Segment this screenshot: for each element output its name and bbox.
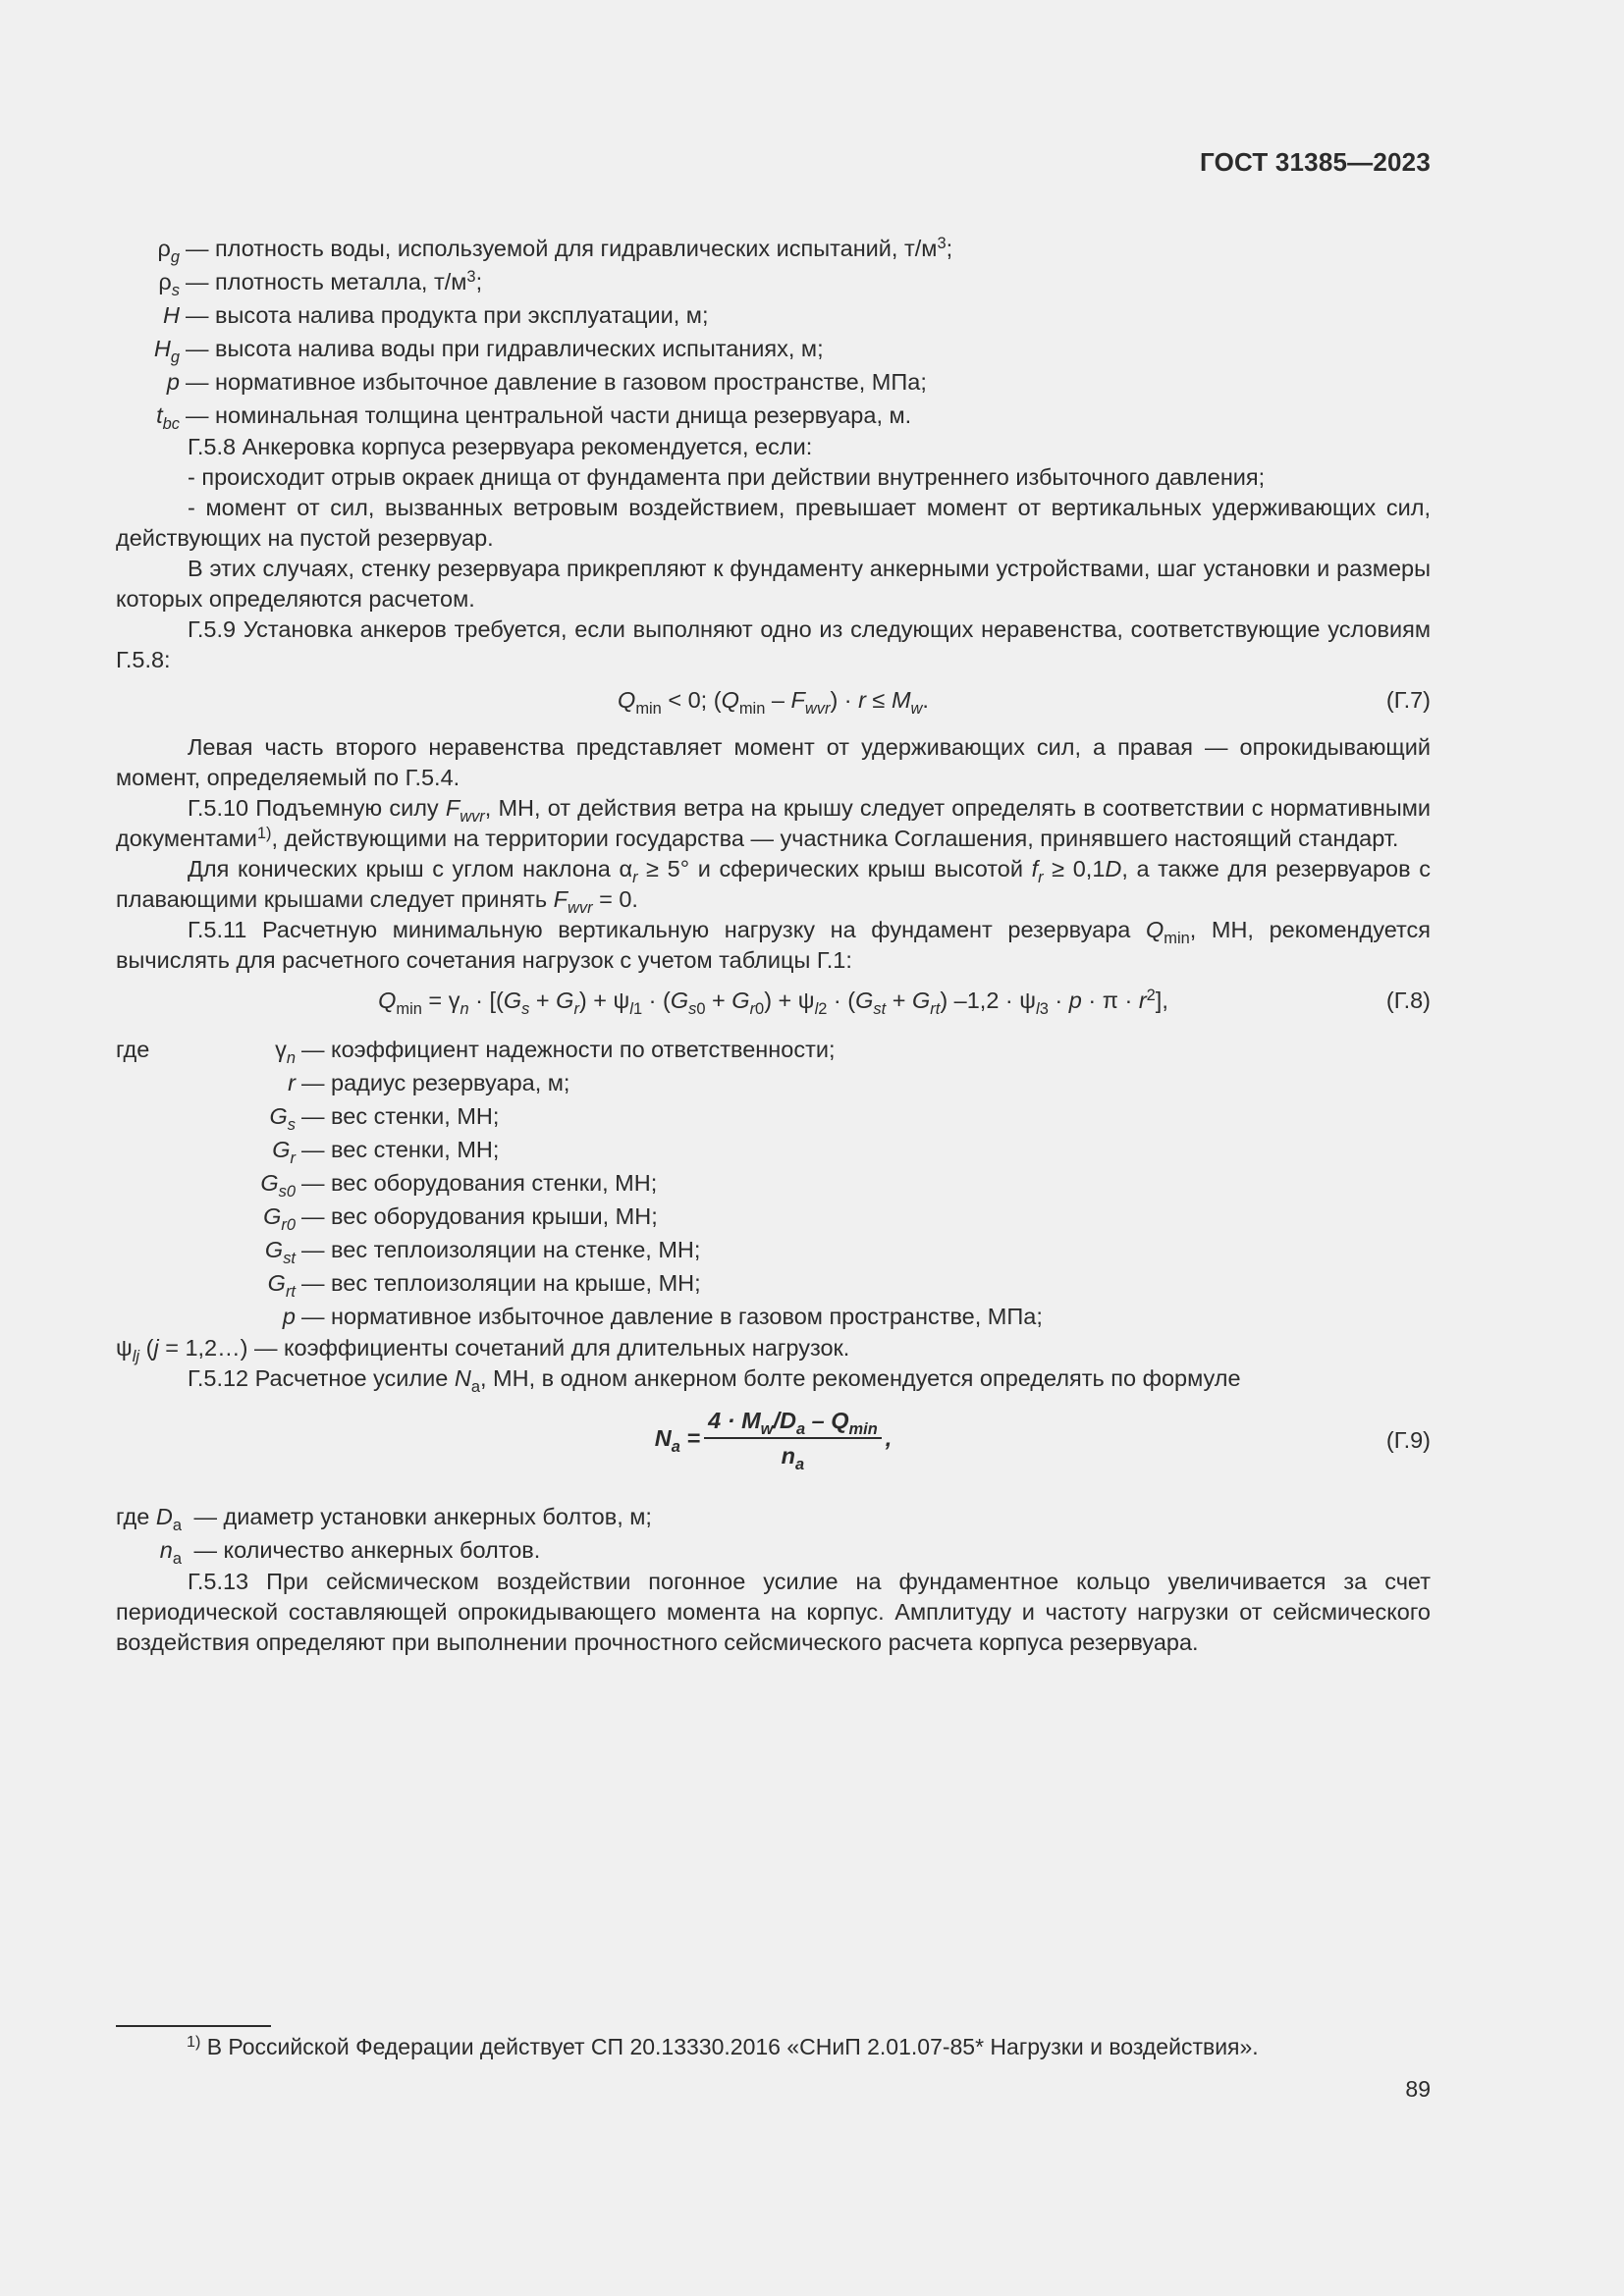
definition-text: — вес стенки, МН; — [301, 1137, 500, 1162]
list-item: - происходит отрыв окраек днища от фундамента при действии внутреннего избыточного давления; — [188, 464, 1266, 490]
where-label — [116, 1266, 232, 1300]
footnote-ref[interactable]: 1) — [256, 825, 272, 842]
definition-symbol: H — [163, 302, 180, 328]
equation-number: (Г.8) — [1385, 988, 1431, 1013]
list-item: - момент от сил, вызванных ветровым воздействием, превышает момент от вертикальных удерживающих сил, действующих на пустой резервуар. — [116, 495, 1431, 551]
definition-symbol: p — [282, 1304, 296, 1329]
formula-g9 — [116, 1406, 1431, 1486]
footnote: $^{1)}$ В Российской Федерации действует СП 20.13330.2016 «СНиП 2.01.07-85* Нагрузки и воздействия». — [187, 2033, 1259, 2059]
definition-row — [116, 265, 952, 298]
definition-row — [116, 1099, 1043, 1133]
definition-symbol: p — [166, 369, 180, 395]
formula-expression: $N_a$ = $\frac{4 \cdot M_w/D_a - Q_{min}}{n_a}$ , — [654, 1408, 893, 1473]
definition-text: — нормативное избыточное давление в газовом пространстве, МПа; — [301, 1304, 1043, 1329]
clause-g511: Г.5.11 Расчетную минимальную вертикальную нагрузку на фундамент резервуара $Q_{min}$, МН, рекомендуется вычислять для расчетного сочетания нагрузок с учетом таблицы Г.1: — [116, 917, 1431, 973]
definition-text: — высота налива продукта при эксплуатации, м; — [186, 302, 709, 328]
definition-row — [116, 1066, 1043, 1099]
definition-symbol: r — [288, 1070, 296, 1095]
clause-g512: Г.5.12 Расчетное усилие $N_a$, МН, в одном анкерном болте рекомендуется определять по формуле — [188, 1365, 1241, 1396]
document-header: ГОСТ 31385—2023 — [1200, 147, 1431, 177]
definition-row — [116, 1300, 1043, 1333]
definition-text: — плотность металла, $т/м^3$; — [186, 268, 483, 294]
psi-definition: $\psi_{lj}$ (j = 1,2…) — коэффициенты сочетаний для длительных нагрузок. — [116, 1335, 850, 1365]
definition-row — [116, 399, 952, 432]
definition-symbol: $G_r$ — [272, 1137, 296, 1167]
definition-text: — коэффициент надежности по ответственности; — [301, 1037, 836, 1062]
definition-text: — вес стенки, МН; — [301, 1103, 500, 1129]
definition-symbol: $G_{r0}$ — [263, 1203, 296, 1234]
paragraph-conical-roofs: Для конических крыш с углом наклона $\alpha_r \ge 5^\circ$ и сферических крыш высотой $f_r \ge 0,1D$, а также для резервуаров с плавающими крышами следует принять $F_{wvr} = 0$. — [116, 856, 1431, 917]
definition-text: — вес теплоизоляции на стенке, МН; — [301, 1237, 701, 1262]
variable-definitions-mid — [116, 1033, 1043, 1333]
definition-text: — количество анкерных болтов. — [193, 1537, 541, 1563]
where-label — [116, 1200, 232, 1233]
definition-text: — высота налива воды при гидравлических испытаниях, м; — [186, 336, 824, 361]
paragraph: В этих случаях, стенку резервуара прикрепляют к фундаменту анкерными устройствами, шаг установки и размеры которых определяются расчетом. — [116, 556, 1431, 612]
definition-symbol: $n_a$ — [159, 1537, 182, 1568]
where-label — [116, 1066, 232, 1099]
definition-text: — плотность воды, используемой для гидравлических испытаний, $т/м^3$; — [186, 235, 953, 261]
where-label — [116, 1133, 232, 1166]
definition-text: — вес оборудования крыши, МН; — [301, 1203, 658, 1229]
where-label — [116, 1166, 232, 1200]
formula-g7 — [116, 677, 1431, 722]
definition-symbol: $t_{bc}$ — [156, 402, 180, 433]
where-label — [116, 1300, 232, 1333]
page-number: 89 — [1405, 2076, 1431, 2102]
clause-g58: Г.5.8 Анкеровка корпуса резервуара рекомендуется, если: — [188, 434, 813, 459]
definition-text: — радиус резервуара, м; — [301, 1070, 570, 1095]
where-label — [116, 1099, 232, 1133]
definition-symbol: где $D_a$ — [116, 1504, 182, 1534]
definition-row — [116, 1166, 1043, 1200]
equation-number: (Г.9) — [1385, 1427, 1431, 1453]
definition-symbol: $\gamma_n$ — [275, 1037, 296, 1067]
definition-symbol: $G_{rt}$ — [267, 1270, 296, 1301]
variable-definitions-bottom — [116, 1500, 652, 1567]
definition-symbol: $\rho_g$ — [157, 236, 180, 266]
paragraph: Левая часть второго неравенства представляет момент от удерживающих сил, а правая — опрокидывающий момент, определяемый по Г.5.4. — [116, 734, 1431, 790]
definition-text: — диаметр установки анкерных болтов, м; — [193, 1504, 652, 1529]
page-content — [116, 232, 1431, 1658]
definition-row — [116, 298, 952, 332]
equation-number: (Г.7) — [1385, 687, 1431, 713]
formula-expression: $Q_{min} = \gamma_n \cdot [(G_s + G_r) + \psi_{l1} \cdot (G_{s0} + G_{r0}) + \psi_{l2} \cdot (G_{st} + G_{rt}) -1,2 \cdot \psi_{l3} \cdot p \cdot \pi \cdot r^2]$, — [378, 987, 1168, 1018]
definition-symbol: $H_g$ — [153, 336, 180, 366]
definition-row — [116, 1133, 1043, 1166]
definition-symbol: $G_s$ — [269, 1103, 296, 1134]
definition-row — [116, 332, 952, 365]
definition-row — [116, 1200, 1043, 1233]
definition-symbol: $G_{s0}$ — [260, 1170, 296, 1201]
footnote-divider — [116, 2025, 271, 2027]
clause-g59: Г.5.9 Установка анкеров требуется, если выполняют одно из следующих неравенства, соответствующие условиям Г.5.8: — [116, 616, 1431, 672]
formula-expression: $Q_{min} < 0$; $(Q_{min} - F_{wvr}) \cdot r \le M_w$. — [618, 687, 929, 718]
clause-g510: Г.5.10 Подъемную силу $F_{wvr}$, МН, от действия ветра на крышу следует определять в соответствии с нормативными документами$^{1)}$, действующими на территории государства — участника Соглашения, принявшего настоящий стандарт. — [116, 795, 1431, 851]
clause-g513: Г.5.13 При сейсмическом воздействии погонное усилие на фундаментное кольцо увеличивается за счет периодической составляющей опрокидывающего момента на корпус. Амплитуду и частоту нагрузки от сейсмического воздействия определяют при выполнении прочностного сейсмического расчета корпуса резервуара. — [116, 1569, 1431, 1655]
definition-symbol: $G_{st}$ — [264, 1237, 296, 1267]
formula-g8 — [116, 978, 1431, 1023]
definition-symbol: $\rho_s$ — [158, 269, 180, 299]
definition-row — [116, 365, 952, 399]
definition-row — [116, 1266, 1043, 1300]
definition-row — [116, 1033, 1043, 1066]
where-label: где — [116, 1037, 150, 1062]
definition-text: — нормативное избыточное давление в газовом пространстве, МПа; — [186, 369, 927, 395]
where-label — [116, 1233, 232, 1266]
definition-row — [116, 1233, 1043, 1266]
definition-text: — вес оборудования стенки, МН; — [301, 1170, 658, 1196]
definition-text: — номинальная толщина центральной части днища резервуара, м. — [186, 402, 912, 428]
definition-text: — вес теплоизоляции на крыше, МН; — [301, 1270, 701, 1296]
definition-row — [116, 232, 952, 265]
variable-definitions-top — [116, 232, 952, 432]
